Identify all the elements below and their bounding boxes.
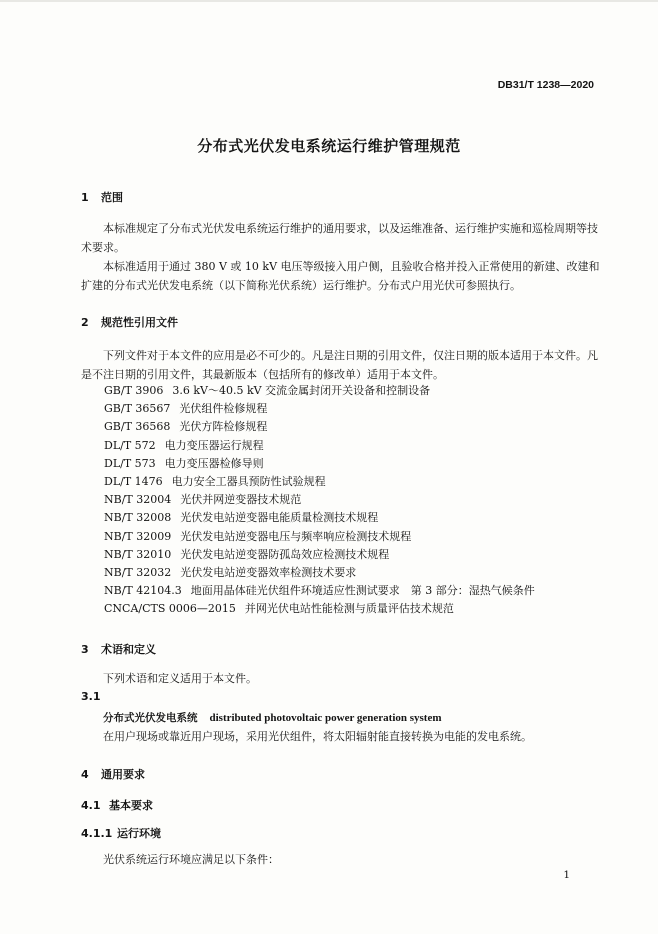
reference-title: 光伏组件检修规程 — [179, 402, 268, 416]
top-edge-rule — [0, 0, 658, 2]
reference-item — [104, 546, 535, 564]
section-2-intro: 下列文件对于本文件的应用是必不可少的。凡是注日期的引用文件，仅注日期的版本适用于本文件。凡是不注日期的引用文件，其最新版本（包括所有的修改单）适用于本文件。 — [81, 349, 598, 381]
normative-references-list — [104, 382, 535, 618]
reference-title: 电力变压器运行规程 — [164, 438, 264, 452]
reference-title: 光伏方阵检修规程 — [179, 420, 268, 434]
subsection-4-1-1-heading — [81, 825, 161, 841]
reference-code: NB/T 32004 — [104, 493, 172, 507]
subsection-title: 运行环境 — [117, 827, 161, 840]
reference-item — [104, 437, 535, 455]
reference-title: 并网光伏电站性能检测与质量评估技术规范 — [244, 602, 454, 616]
reference-title: 光伏发电站逆变器电能质量检测技术规程 — [180, 511, 379, 525]
subsection-number: 4.1 — [81, 799, 101, 812]
reference-title: 3.6 kV～40.5 kV 交流金属封闭开关设备和控制设备 — [172, 384, 431, 397]
reference-item — [104, 509, 535, 527]
reference-code: DL/T 573 — [104, 456, 156, 470]
reference-item — [104, 382, 535, 400]
reference-code: DL/T 1476 — [104, 474, 163, 488]
subsection-number: 4.1.1 — [81, 827, 113, 840]
reference-code: DL/T 572 — [104, 438, 156, 452]
reference-code: GB/T 3906 — [104, 384, 164, 397]
reference-code: GB/T 36568 — [104, 420, 171, 434]
section-number: 4 — [81, 768, 89, 781]
subsection-title: 基本要求 — [109, 799, 153, 812]
reference-title: 地面用晶体硅光伏组件环境适应性测试要求 第 3 部分：湿热气候条件 — [190, 584, 535, 598]
standard-code: DB31/T 1238—2020 — [497, 79, 594, 91]
page-number: 1 — [563, 869, 570, 881]
reference-code: NB/T 32032 — [104, 565, 172, 579]
reference-title: 电力安全工器具预防性试验规程 — [171, 474, 326, 488]
section-4-heading — [81, 766, 145, 782]
term-number: 3.1 — [81, 690, 101, 703]
reference-item — [104, 418, 535, 436]
section-number: 2 — [81, 316, 89, 329]
subsection-4-1-1-text: 光伏系统运行环境应满足以下条件： — [103, 853, 279, 866]
term-title — [103, 710, 442, 725]
reference-item — [104, 473, 535, 491]
reference-title: 光伏发电站逆变器防孤岛效应检测技术规程 — [180, 547, 390, 561]
reference-code: CNCA/CTS 0006—2015 — [104, 602, 236, 616]
reference-item — [104, 582, 535, 600]
section-number: 1 — [81, 191, 89, 204]
reference-title: 光伏并网逆变器技术规范 — [180, 493, 302, 507]
reference-item — [104, 600, 535, 618]
reference-title: 光伏发电站逆变器效率检测技术要求 — [180, 565, 357, 579]
term-definition: 在用户现场或靠近用户现场，采用光伏组件，将太阳辐射能直接转换为电能的发电系统。 — [103, 730, 532, 743]
reference-code: GB/T 36567 — [104, 402, 171, 416]
reference-item — [104, 400, 535, 418]
reference-item — [104, 528, 535, 546]
section-1-paragraph-1: 本标准规定了分布式光伏发电系统运行维护的通用要求，以及运维准备、运行维护实施和巡检周期等技术要求。 — [81, 222, 598, 254]
section-title: 范围 — [101, 191, 123, 204]
section-1-paragraph-2: 本标准适用于通过 380 V 或 10 kV 电压等级接入用户侧，且验收合格并投入正常使用的新建、改建和扩建的分布式光伏发电系统（以下简称光伏系统）运行维护。分布式户用光伏可参照执行。 — [81, 260, 600, 292]
reference-code: NB/T 32009 — [104, 529, 172, 543]
reference-code: NB/T 32008 — [104, 511, 172, 525]
document-title: 分布式光伏发电系统运行维护管理规范 — [197, 137, 461, 155]
section-3-intro: 下列术语和定义适用于本文件。 — [103, 672, 257, 685]
section-3-heading — [81, 641, 156, 657]
section-title: 术语和定义 — [101, 643, 156, 656]
section-title: 规范性引用文件 — [101, 316, 178, 329]
subsection-4-1-heading — [81, 797, 153, 813]
reference-title: 光伏发电站逆变器电压与频率响应检测技术规程 — [180, 529, 412, 543]
section-2-heading — [81, 314, 178, 330]
reference-title: 电力变压器检修导则 — [164, 456, 264, 470]
term-chinese: 分布式光伏发电系统 — [103, 712, 198, 724]
term-english: distributed photovoltaic power generation system — [209, 712, 442, 724]
reference-code: NB/T 32010 — [104, 547, 172, 561]
section-number: 3 — [81, 643, 89, 656]
reference-item — [104, 491, 535, 509]
reference-code: NB/T 42104.3 — [104, 584, 182, 598]
reference-item — [104, 455, 535, 473]
reference-item — [104, 564, 535, 582]
section-1-heading — [81, 189, 123, 205]
section-title: 通用要求 — [101, 768, 145, 781]
